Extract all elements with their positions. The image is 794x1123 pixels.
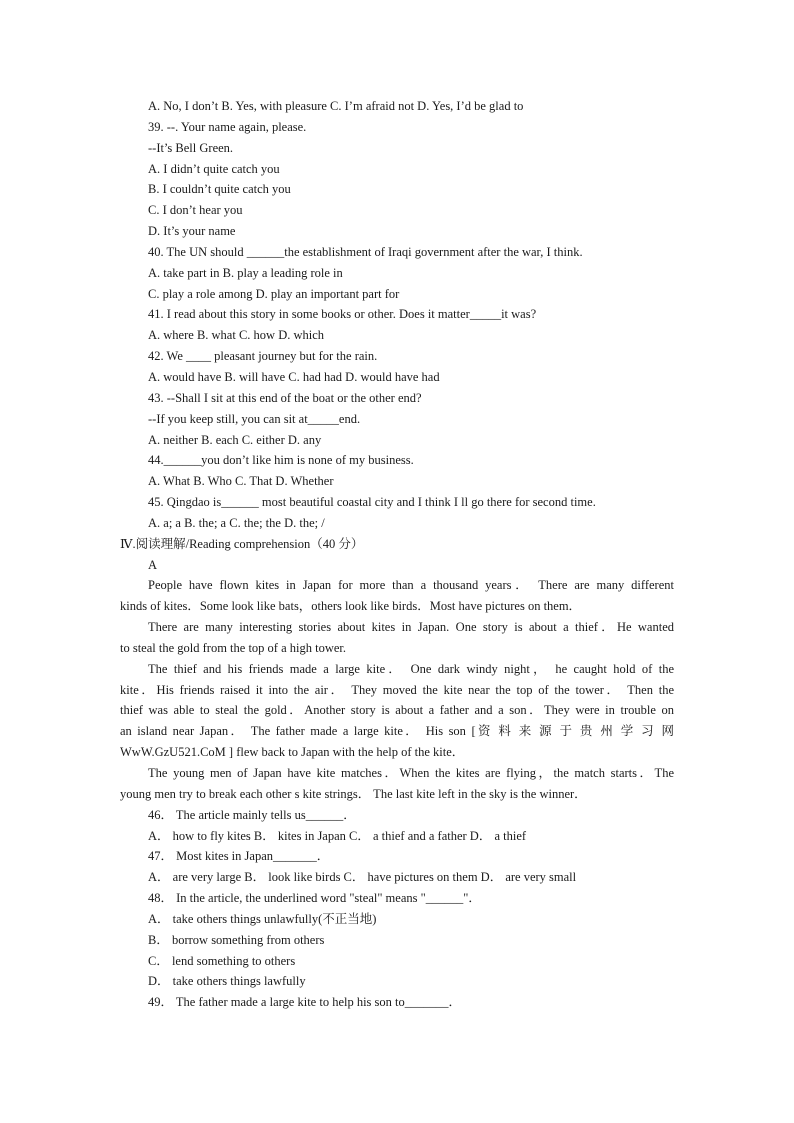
text-line: --It’s Bell Green. [148,140,234,155]
option-line: C. play a role among D. play an important part for [148,286,400,301]
document-page [0,96,794,1013]
passage-line: kinds of kites．Some look like bats，others look like birds．Most have pictures on them． [120,599,582,614]
option-line: B. I couldn’t quite catch you [148,182,291,197]
passage-label: A [148,557,158,572]
text-line: A. No, I don’t B. Yes, with pleasure C. I’m afraid not D. Yes, I’d be glad to [148,99,524,113]
question-40: 40. The UN should ______the establishment of Iraqi government after the war, I think. [148,244,583,259]
option-line: A. take part in B. play a leading role in [148,265,343,280]
option-line: A. would have B. will have C. had had D. would have had [148,369,440,384]
passage-line: young men try to break each other s kite strings． The last kite left in the sky is the winner． [120,786,587,801]
passage-line: WwW.GzU521.CoM ] flew back to Japan with the help of the kite． [120,745,465,760]
option-line: A. What B. Who C. That D. Whether [148,474,334,489]
option-line: D. It’s your name [148,224,236,239]
question-44: 44.______you don’t like him is none of my business. [148,453,414,468]
question-47: 47． Most kites in Japan_______． [148,849,330,864]
question-39: 39. --. Your name again, please. [148,119,307,134]
passage-line: to steal the gold from the top of a high tower. [120,640,346,655]
option-line: A. I didn’t quite catch you [148,161,280,176]
question-48: 48． In the article, the underlined word "steal" means "______"． [148,891,481,906]
text-line: --If you keep still, you can sit at_____end. [148,411,361,426]
passage-line: The thief and his friends made a large kite． One dark windy night， he caught hold of the [148,661,674,676]
option-line: D． take others things lawfully [148,974,306,989]
option-line: A． are very large B． look like birds C． have pictures on them D． are very small [148,870,577,885]
section-heading: Ⅳ.阅读理解/Reading comprehension（40 分） [120,536,364,551]
question-49: 49． The father made a large kite to help his son to_______． [148,995,462,1010]
passage-line: kite．His friends raised it into the air． They moved the kite near the top of the tower． Then the [120,682,674,697]
question-42: 42. We ____ pleasant journey but for the rain. [148,349,378,364]
question-43: 43. --Shall I sit at this end of the boat or the other end? [148,390,422,405]
option-line: A． how to fly kites B． kites in Japan C． a thief and a father D． a thief [148,828,527,843]
option-line: A． take others things unlawfully(不正当地) [148,911,377,926]
option-line: A. a; a B. the; a C. the; the D. the; / [148,515,325,530]
passage-line: thief was able to steal the gold．Another story is about a father and a son．They were in trouble on [120,703,674,718]
passage-line: People have flown kites in Japan for more than a thousand years． There are many different [148,578,674,593]
option-line: A. where B. what C. how D. which [148,328,325,343]
option-line: B． borrow something from others [148,932,325,947]
question-45: 45. Qingdao is______ most beautiful coastal city and I think I ll go there for second time. [148,495,596,510]
option-line: C． lend something to others [148,953,296,968]
question-46: 46． The article mainly tells us______． [148,807,356,822]
passage-line: The young men of Japan have kite matches．When the kites are flying，the match starts．The [148,766,674,780]
passage-line: There are many interesting stories about kites in Japan. One story is about a thief．He wanted [148,620,674,635]
option-line: C. I don’t hear you [148,203,243,218]
question-41: 41. I read about this story in some books or other. Does it matter_____it was? [148,307,537,322]
passage-line: an island near Japan． The father made a large kite． His son [资 料 来 源 于 贵 州 学 习 网 [120,724,674,739]
option-line: A. neither B. each C. either D. any [148,432,322,447]
